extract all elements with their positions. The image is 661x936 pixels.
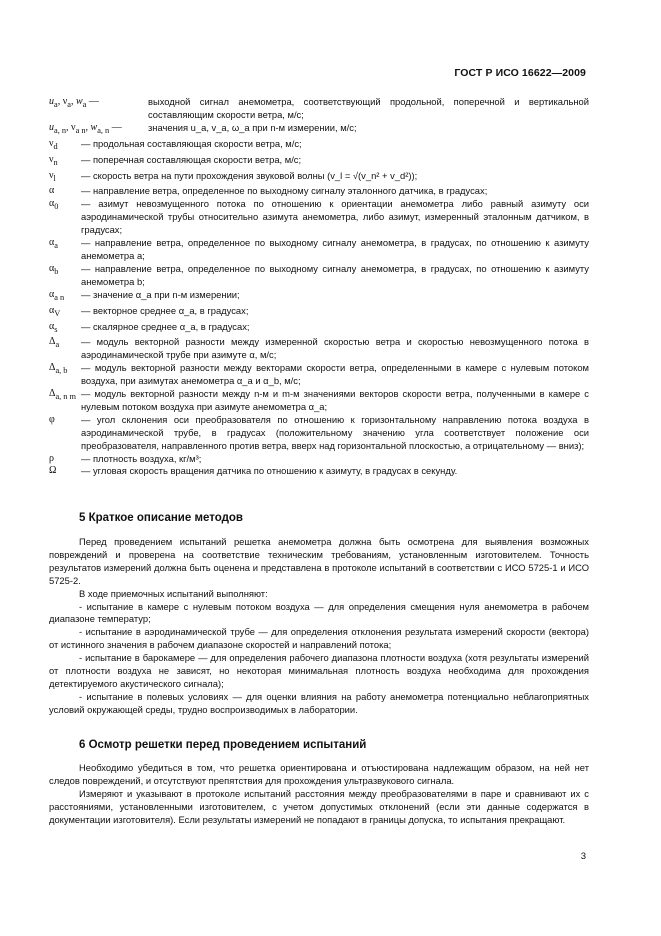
definition-text: — угловая скорость вращения датчика по отношению к азимуту, в градусах в секунду.: [81, 465, 458, 477]
page-number: 3: [580, 851, 586, 862]
definition-text: — значение α_a при n-м измерении;: [81, 288, 240, 300]
section-5-body: [49, 536, 589, 717]
list-item: - испытание в барокамере — для определения рабочего диапазона плотности воздуха (хотя результаты измерений от плотности воздуха не зависят, но некоторая минимальная плотность воздуха необходима для прохождения детектируемого акустического сигнала);: [49, 652, 589, 689]
definition-item: $\alpha_a$ — направление ветра, определенное по выходному сигналу анемометра, в градусах, по отношению к азимуту анемометра a;: [49, 237, 589, 261]
definition-text: — угол склонения оси преобразователя по отношению к горизонтальному направлению потока воздуха в аэродинамической трубе, в градусах (положительному значению угла соответствует положение оси преобразователя, направленного против ветра, вверх над горизонтальной плоскостью, а отрицательному — вниз);: [81, 413, 589, 451]
definition-item: $\alpha_0$ — азимут невозмущенного потока по отношению к ориентации анемометра либо равный азимуту оси аэродинамической трубы относительно азимута анемометра, либо азимут, измеренный эталонным датчиком, в градусах;: [49, 198, 589, 236]
section-5-title: 5 Краткое описание методов: [79, 512, 243, 524]
definition-text: — модуль векторной разности между измеренной скоростью ветра и скоростью невозмущенного потока в аэродинамической трубе при азимуте α, м/с;: [81, 336, 589, 361]
definition-text: — азимут невозмущенного потока по отношению к ориентации анемометра либо равный азимуту оси аэродинамической трубы относительно азимута анемометра, либо азимут, измеренный эталонным датчиком, в градусах;: [81, 198, 589, 236]
definition-item: Ω — угловая скорость вращения датчика по отношению к азимуту, в градусах в секунду.: [49, 465, 589, 478]
paragraph: В ходе приемочных испытаний выполняют:: [79, 587, 268, 599]
definition-text: — скорость ветра на пути прохождения звуковой волны (v_l = √(v_n² + v_d²));: [81, 169, 418, 181]
definition-item: $\Delta_{a, n m}$ — модуль векторной разности между n-м и m-м значениями векторов скорости ветра, полученными в камере с нулевым потоком воздуха при азимуте анемометра α_a;: [49, 388, 589, 412]
definition-item: $u_{a, n}$, $\nu_{a n}$, $w_{a, n}$ — значения u_a, v_a, ω_a при n-м измерении, м/с;: [49, 122, 589, 138]
definition-item: $\Delta_{a, b}$ — модуль векторной разности между векторами скорости ветра, определенными в камере с нулевым потоком воздуха, при азимутах анемометра α_a и α_b, м/с;: [49, 362, 589, 387]
definition-item: φ — угол склонения оси преобразователя по отношению к горизонтальному направлению потока воздуха в аэродинамической трубе, в градусах (положительному значению угла соответствует положение оси преобразователя, направленного против ветра, вверх над горизонтальной плоскостью, а отрицательному — вниз);: [49, 413, 589, 451]
list-item: - испытание в камере с нулевым потоком воздуха — для определения смещения нуля анемометра в рабочем диапазоне температур;: [49, 600, 589, 625]
definition-text: — скалярное среднее α_a, в градусах;: [81, 320, 250, 332]
definition-text: — продольная составляющая скорости ветра, м/с;: [81, 137, 302, 149]
definition-item: ρ — плотность воздуха, кг/м³;: [49, 453, 589, 466]
definition-text: значения u_a, v_a, ω_a при n-м измерении, м/с;: [148, 121, 357, 133]
section-6-body: [49, 762, 589, 827]
definition-item: $\nu_n$ — поперечная составляющая скорости ветра, м/с;: [49, 154, 589, 170]
definition-item: $u_a$, $\nu_a$, $w_a$ — выходной сигнал анемометра, соответствующий продольной, поперечной и вертикальной составляющим скорости ветра, м/с;: [49, 96, 589, 120]
definition-text: — поперечная составляющая скорости ветра, м/с;: [81, 153, 302, 165]
definition-item: $\alpha_V$ — векторное среднее α_a, в градусах;: [49, 305, 589, 321]
definition-item: $\nu_d$ — продольная составляющая скорости ветра, м/с;: [49, 138, 589, 154]
definition-text: — векторное среднее α_a, в градусах;: [81, 304, 249, 316]
definition-item: $\alpha_b$ — направление ветра, определенное по выходному сигналу анемометра, в градусах, по отношению к азимуту анемометра b;: [49, 262, 589, 287]
definition-text: — модуль векторной разности между векторами скорости ветра, определенными в камере с нулевым потоком воздуха, при азимутах анемометра α_a и α_b, м/с;: [81, 362, 589, 387]
paragraph: Необходимо убедиться в том, что решетка ориентирована и отъюстирована надлежащим образом, на ней нет следов повреждений, и отсутствуют препятствия для прохождения ультразвукового сигнала.: [49, 762, 589, 786]
symbol-definitions: [49, 96, 589, 478]
definition-item: $\alpha_{a n}$ — значение α_a при n-м измерении;: [49, 289, 589, 305]
document-header: ГОСТ Р ИСО 16622—2009: [454, 67, 586, 79]
definition-item: $\Delta_a$ — модуль векторной разности между измеренной скоростью ветра и скоростью невозмущенного потока в аэродинамической трубе при азимуте α, м/с;: [49, 336, 589, 361]
definition-text: выходной сигнал анемометра, соответствующий продольной, поперечной и вертикальной составляющим скорости ветра, м/с;: [148, 96, 589, 120]
list-item: - испытание в аэродинамической трубе — для определения отклонения результата измерений скорости (вектора) от истинного значения в рабочем диапазоне скоростей и направлений потока;: [49, 626, 589, 651]
definition-text: — плотность воздуха, кг/м³;: [81, 452, 202, 464]
list-item: - испытание в полевых условиях — для оценки влияния на работу анемометра потенциально неблагоприятных условий окружающей среды, трудно воспроизводимых в лаборатории.: [49, 690, 589, 715]
definition-item: $\alpha_s$ — скалярное среднее α_a, в градусах;: [49, 321, 589, 337]
paragraph: Перед проведением испытаний решетка анемометра должна быть осмотрена для выявления возможных повреждений и проверена на соответствие техническим требованиям, установленным изготовителем. Точность результатов измерений должна быть оценена и представлена в протоколе испытаний в соответствии с ИСО 5725-1 и ИСО 5725-2.: [49, 536, 589, 586]
definition-text: — модуль векторной разности между n-м и m-м значениями векторов скорости ветра, полученными в камере с нулевым потоком воздуха при азимуте анемометра α_a;: [81, 388, 589, 412]
definition-item: $\nu_l$ — скорость ветра на пути прохождения звуковой волны (v_l = √(v_n² + v_d²));: [49, 170, 589, 186]
definition-text: — направление ветра, определенное по выходному сигналу анемометра, в градусах, по отношению к азимуту анемометра a;: [81, 237, 589, 261]
definition-item: α — направление ветра, определенное по выходному сигналу эталонного датчика, в градусах;: [49, 185, 589, 198]
definition-text: — направление ветра, определенное по выходному сигналу анемометра, в градусах, по отношению к азимуту анемометра b;: [81, 262, 589, 287]
paragraph: Измеряют и указывают в протоколе испытаний расстояния между преобразователями в паре и сравнивают их с расстояниями, установленными изготовителем, с учетом допустимых отклонений (если эти данные содержатся в документации изготовителя). Если результаты измерений не попадают в границы допуска, то испытания прекращают.: [49, 787, 589, 825]
section-6-title: 6 Осмотр решетки перед проведением испытаний: [79, 739, 367, 751]
definition-text: — направление ветра, определенное по выходному сигналу эталонного датчика, в градусах;: [81, 185, 488, 197]
